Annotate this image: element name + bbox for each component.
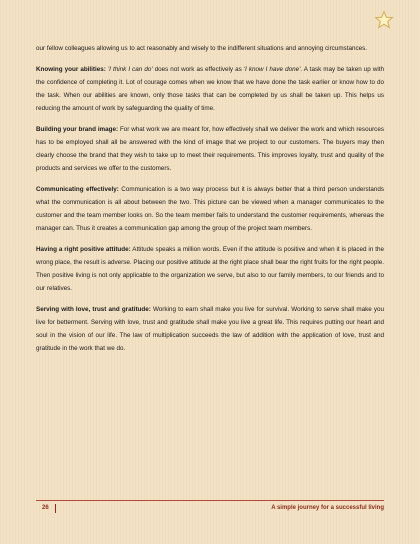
paragraph-knowing-abilities xyxy=(36,63,384,115)
paragraph-text: Working to earn shall make you live for survival. Working to serve shall make you live for betterment. Serving with love, trust and gratitude shall make you live a great life. This requires putting our heart and soul in the vision of our life. The law of multiplication succeeds the law of addition with the application of love, trust and gratitude in the work that we do. xyxy=(36,306,384,352)
page-number: 26 xyxy=(36,504,56,513)
paragraph-intro xyxy=(36,42,384,55)
paragraph-heading: Serving with love, trust and gratitude: xyxy=(36,306,151,313)
paragraph-heading: Knowing your abilities: xyxy=(36,66,106,73)
paragraph-serving xyxy=(36,303,384,355)
paragraph-heading: Building your brand image: xyxy=(36,126,119,133)
paragraph-text: Communication is a two way process but it is always better that a third person understands what the communication is all about between the two. This picture can be viewed when a manager communicates to the customer and the team member looks on. So the team member fails to understand the customer requirements, whereas the manager can. Thus it creates a communication gap among the group of the project team members. xyxy=(36,186,384,232)
paragraph-positive-attitude xyxy=(36,243,384,295)
star-icon xyxy=(374,10,394,30)
paragraph-quote: 'I think I can do' xyxy=(107,66,153,73)
paragraph-quote: 'I know I have done' xyxy=(243,66,301,73)
paragraph-text: our fellow colleagues allowing us to act reasonably and wisely to the indifferent situations and annoying circumstances. xyxy=(36,45,368,52)
paragraph-heading: Having a right positive attitude: xyxy=(36,246,131,253)
paragraph-text: does not work as effectively as xyxy=(152,66,244,73)
paragraph-communicating xyxy=(36,183,384,235)
page-body xyxy=(36,42,384,363)
running-title: A simple journey for a successful living xyxy=(271,505,384,511)
page-footer xyxy=(36,500,384,515)
paragraph-text: For what work we are meant for, how effectively shall we deliver the work and which resources has to be employed shall all be answered with the kind of image that we project to our customers. The buyers may then clearly choose the brand that they wish to take up to meet their requirements. This improves loyalty, trust and quality of the products and services we offer to the customers. xyxy=(36,126,384,172)
paragraph-heading: Communicating effectively: xyxy=(36,186,119,193)
paragraph-brand-image xyxy=(36,123,384,175)
paragraph-text: Attitude speaks a million words. Even if the attitude is positive and when it is placed in the wrong place, the result is adverse. Placing our positive attitude at the right place shall bear the right fruits for the right people. Then positive living is not only applicable to the organization we serve, but also to our family members, to our friends and to our relatives. xyxy=(36,246,384,292)
paragraph-text: . A task may be taken up with the confidence of completing it. Lot of courage comes when we know that we have done the task earlier or know how to do the task. When our abilities are known, only those tasks that can be completed by us shall be taken up. This helps us reducing the amount of work by safeguarding the quality of time. xyxy=(36,66,385,112)
